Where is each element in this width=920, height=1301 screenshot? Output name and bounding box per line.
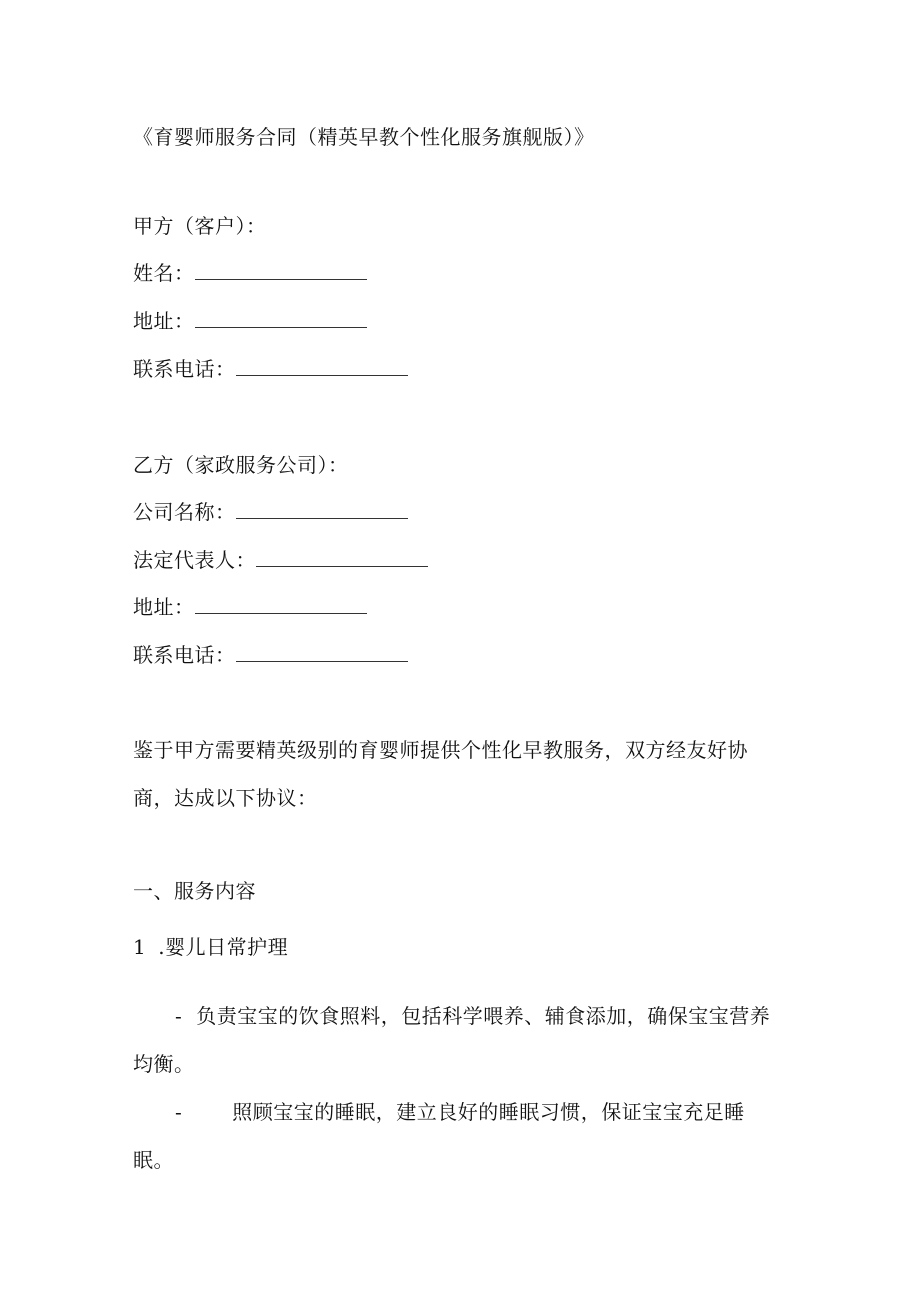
party-a-name-blank [195,261,367,280]
party-b-representative-row [133,548,428,572]
document-title: 《育婴师服务合同（精英早教个性化服务旗舰版）》 [133,125,595,149]
bullet-1-text-1: 负责宝宝的饮食照料，包括科学喂养、辅食添加，确保宝宝营养 [196,1004,771,1028]
party-b-address-label: 地址： [133,595,195,619]
bullet-2-line-1 [175,1100,745,1124]
party-b-company-blank [236,500,408,519]
bullet-2-marker: - [175,1100,183,1124]
party-b-phone-label: 联系电话： [133,643,236,667]
section-1-item-1 [133,935,288,959]
party-b-address-row [133,595,367,619]
party-a-address-label: 地址： [133,309,195,333]
party-b-company-row [133,500,408,524]
party-a-address-blank [195,309,367,328]
party-a-address-row [133,309,367,333]
party-b-phone-blank [236,643,408,662]
party-a-phone-label: 联系电话： [133,357,236,381]
preamble-line-2: 商，达成以下协议： [133,786,318,810]
section-1-heading: 一、服务内容 [133,879,256,903]
party-b-representative-label: 法定代表人： [133,548,256,572]
party-b-address-blank [195,595,367,614]
party-b-heading: 乙方（家政服务公司）： [133,453,349,477]
party-b-company-label: 公司名称： [133,500,236,524]
party-a-name-row [133,261,367,285]
bullet-2-line-2: 眠。 [133,1148,174,1172]
bullet-2-text-1: 照顾宝宝的睡眠，建立良好的睡眠习惯，保证宝宝充足睡 [232,1100,745,1124]
item-1-number: 1 [133,935,147,959]
bullet-1-marker: - [175,1004,183,1028]
party-b-phone-row [133,643,408,667]
party-b-representative-blank [256,548,428,567]
party-a-name-label: 姓名： [133,261,195,285]
party-a-heading: 甲方（客户）： [133,214,267,238]
party-a-phone-row [133,357,408,381]
bullet-1-line-1 [175,1004,770,1028]
party-a-phone-blank [236,357,408,376]
bullet-1-line-2: 均衡。 [133,1052,195,1076]
preamble-line-1: 鉴于甲方需要精英级别的育婴师提供个性化早教服务，双方经友好协 [133,738,748,762]
item-1-title: .婴儿日常护理 [158,935,289,959]
